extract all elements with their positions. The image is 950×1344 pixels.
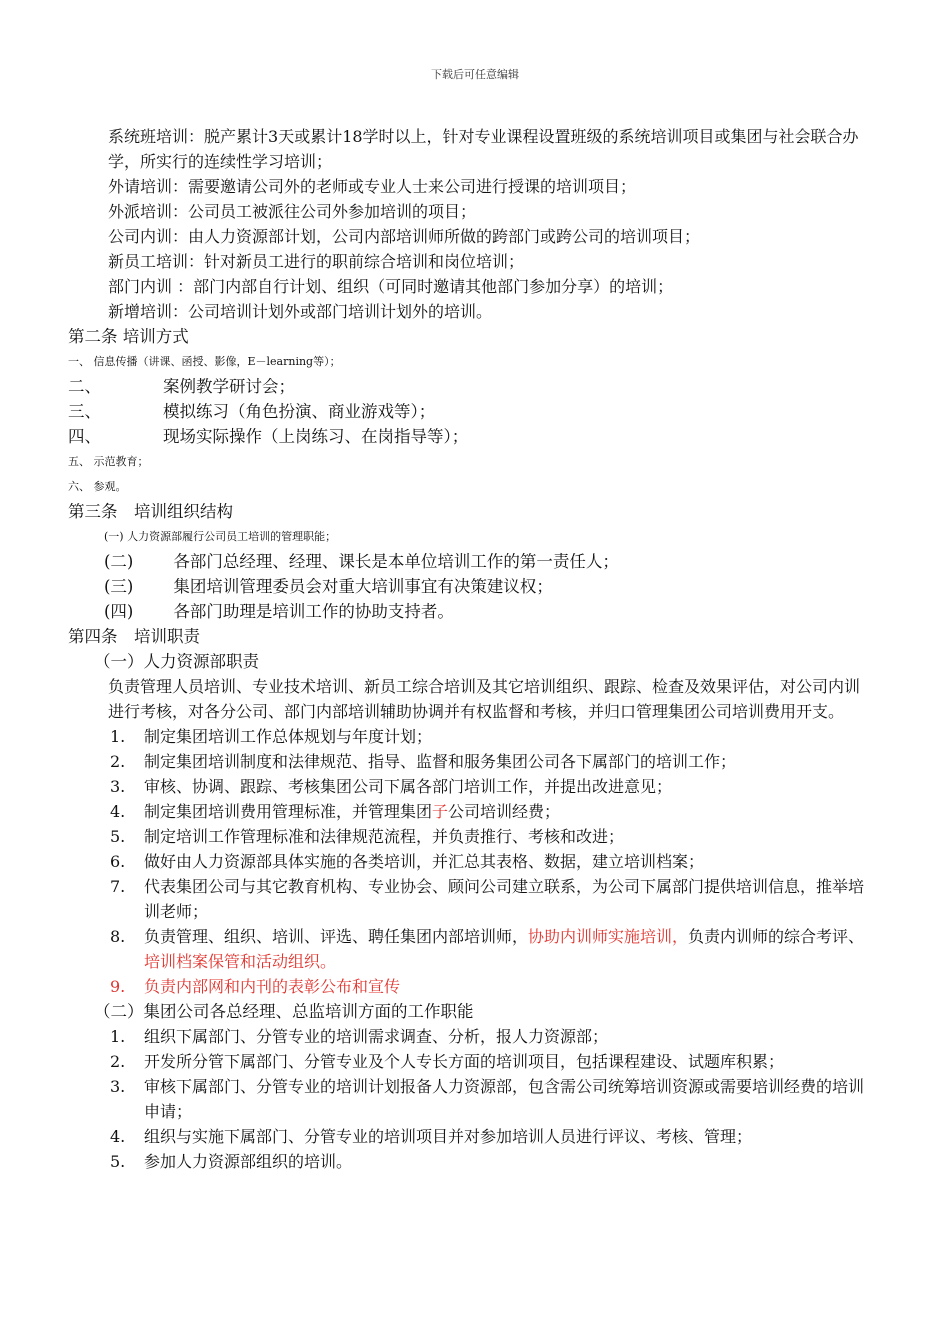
article-4-section-2-title: （二）集团公司各总经理、总监培训方面的工作职能 [94, 1002, 474, 1021]
hr-duty-item: 6. 做好由人力资源部具体实施的各类培训，并汇总其表格、数据，建立培训档案； [110, 852, 705, 871]
hr-duty-item: 9. 负责内部网和内刊的表彰公布和宣传 [110, 977, 401, 996]
article-4-section-1-intro: 负责管理人员培训、专业技术培训、新员工综合培训及其它培训组织、跟踪、检查及效果评估，对公司内训进行考核，对各分公司、部门内部培训辅助协调并有权监督和考核，并归口管理集团公司培训费用开支。 [108, 677, 861, 721]
training-type-company-internal: 公司内训：由人力资源部计划，公司内部培训师所做的跨部门或跨公司的培训项目； [108, 227, 701, 246]
highlighted-text: 培训档案保管和活动组织。 [144, 952, 337, 971]
manager-duty-item: 2. 开发所分管下属部门、分管专业及个人专长方面的培训项目，包括课程建设、试题库积累； [110, 1052, 785, 1071]
article-2-item-5: 五、 示范教育； [68, 455, 149, 468]
article-4-title: 第四条 培训职责 [68, 627, 200, 646]
training-type-system: 系统班培训：脱产累计3天或累计18学时以上，针对专业课程设置班级的系统培训项目或集团与社会联合办学，所实行的连续性学习培训； [108, 127, 859, 171]
training-type-outbound: 外派培训：公司员工被派往公司外参加培训的项目； [108, 202, 477, 221]
article-2-item-3: 三、 模拟练习（角色扮演、商业游戏等）； [68, 402, 436, 421]
highlighted-text: 子 [432, 802, 449, 821]
article-3-item-1: (一) 人力资源部履行公司员工培训的管理职能； [104, 530, 337, 543]
article-2-title: 第二条 培训方式 [68, 327, 189, 346]
training-type-external-teacher: 外请培训：需要邀请公司外的老师或专业人士来公司进行授课的培训项目； [108, 177, 637, 196]
hr-duty-item: 8. 负责管理、组织、培训、评选、聘任集团内部培训师，协助内训师实施培训，负责内训师的综合考评、培训档案保管和活动组织。 [110, 927, 865, 971]
manager-duty-item: 3. 审核下属部门、分管专业的培训计划报备人力资源部，包含需公司统筹培训资源或需要培训经费的培训申请； [110, 1077, 865, 1121]
page-header-note: 下载后可任意编辑 [431, 68, 519, 81]
article-3-title: 第三条 培训组织结构 [68, 502, 233, 521]
manager-duty-item: 4. 组织与实施下属部门、分管专业的培训项目并对参加培训人员进行评议、考核、管理； [110, 1127, 753, 1146]
article-2-item-6: 六、 参观。 [68, 480, 127, 493]
manager-duty-item: 1. 组织下属部门、分管专业的培训需求调查、分析，报人力资源部； [110, 1027, 609, 1046]
article-2-item-1: 一、 信息传播（讲课、函授、影像，E－learning等）； [68, 355, 341, 368]
hr-duty-item: 2. 制定集团培训制度和法律规范、指导、监督和服务集团公司各下属部门的培训工作； [110, 752, 737, 771]
article-3-item-4: (四) 各部门助理是培训工作的协助支持者。 [104, 602, 454, 621]
article-4-section-1-title: （一）人力资源部职责 [94, 652, 259, 671]
document-body [68, 124, 868, 1174]
hr-duty-item: 5. 制定培训工作管理标准和法律规范流程，并负责推行、考核和改进； [110, 827, 625, 846]
hr-duty-item: 4. 制定集团培训费用管理标准，并管理集团子公司培训经费； [110, 802, 561, 821]
training-type-new-employee: 新员工培训：针对新员工进行的职前综合培训和岗位培训； [108, 252, 525, 271]
article-2-item-4: 四、 现场实际操作（上岗练习、在岗指导等）； [68, 427, 469, 446]
article-2-item-2: 二、 案例教学研讨会； [68, 377, 295, 396]
highlighted-text: 协助内训师实施培训， [528, 927, 689, 946]
hr-duty-item: 3. 审核、协调、跟踪、考核集团公司下属各部门培训工作，并提出改进意见； [110, 777, 673, 796]
hr-duty-item: 7. 代表集团公司与其它教育机构、专业协会、顾问公司建立联系，为公司下属部门提供培训信息，推举培训老师； [110, 877, 865, 921]
article-3-item-2: (二) 各部门总经理、经理、课长是本单位培训工作的第一责任人； [104, 552, 619, 571]
article-3-item-3: (三) 集团培训管理委员会对重大培训事宜有决策建议权； [104, 577, 553, 596]
training-type-department-internal: 部门内训 ：部门内部自行计划、组织（可同时邀请其他部门参加分享）的培训； [108, 277, 674, 296]
manager-duty-item: 5. 参加人力资源部组织的培训。 [110, 1152, 353, 1171]
hr-duty-item: 1. 制定集团培训工作总体规划与年度计划； [110, 727, 433, 746]
training-type-additional: 新增培训：公司培训计划外或部门培训计划外的培训。 [108, 302, 493, 321]
